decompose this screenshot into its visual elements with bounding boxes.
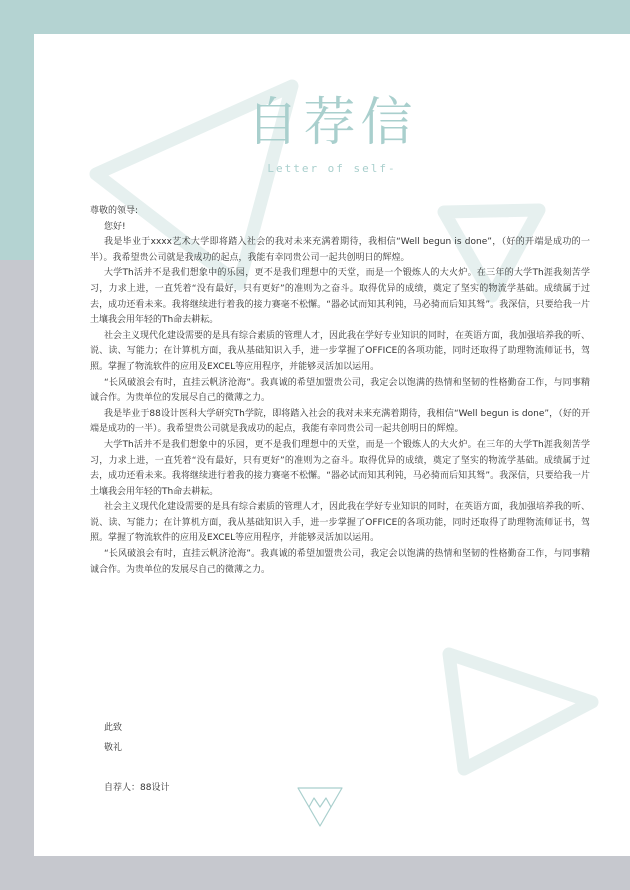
closing-line-2: 敬礼 bbox=[104, 743, 123, 753]
letter-sheet bbox=[34, 34, 630, 856]
greeting: 您好! bbox=[104, 221, 126, 232]
paragraph: 大学Th活并不是我们想象中的乐园，更不是我们理想中的天堂，而是一个锻炼人的大火炉。在三年的大学Th涯我刻苦学习，力求上进，一直凭着“没有最好，只有更好”的准则为之奋斗。取得优异的成绩，奠定了坚实的物流学基础。成绩属于过去，成功还看未来。我将继续进行着我的接力赛毫不松懈。“器必试而知其利钝，马必骑而后知其驽”。我深信，只要给我一片土壤我会用年轻的Th命去耕耘。 bbox=[90, 268, 590, 326]
letter-title: 自荐信 bbox=[246, 93, 418, 153]
signature: 自荐人：88设计 bbox=[104, 783, 170, 793]
paragraph: “长风破浪会有时，直挂云帆济沧海”。我真诚的希望加盟贵公司，我定会以饱满的热情和坚韧的性格勤奋工作，与同事精诚合作。为贵单位的发展尽自己的微薄之力。 bbox=[90, 377, 590, 404]
paragraph: 我是毕业于xxxx艺术大学即将踏入社会的我对未来充满着期待，我相信“Well begun is done”，（好的开端是成功的一半）。我希望贵公司就是我成功的起点，我能有幸同贵公司一起共创明日的辉煌。 bbox=[90, 237, 590, 263]
paragraph: 社会主义现代化建设需要的是具有综合素质的管理人才，因此我在学好专业知识的同时，在英语方面，我加强培养我的听、说、读、写能力；在计算机方面，我从基础知识入手，进一步掌握了OFFICE的各项功能，同时还取得了助理物流师证书，驾照。掌握了物流软件的应用及EXCEL等应用程序，并能够灵活加以运用。 bbox=[90, 330, 591, 372]
paragraph: 我是毕业于88设计医科大学研究Th学院，即将踏入社会的我对未来充满着期待，我相信“Well begun is done”，（好的开端是成功的一半）。我希望贵公司就是我成功的起点，我能有幸同贵公司一起共创明日的辉煌。 bbox=[90, 408, 590, 435]
letter-body bbox=[90, 204, 590, 578]
closing bbox=[104, 718, 122, 758]
salutation: 尊敬的领导: bbox=[90, 206, 139, 216]
paragraph: “长风破浪会有时，直挂云帆济沧海”。我真诚的希望加盟贵公司，我定会以饱满的热情和坚韧的性格勤奋工作，与同事精诚合作。为贵单位的发展尽自己的微薄之力。 bbox=[90, 549, 590, 575]
paragraph: 大学Th活并不是我们想象中的乐园，更不是我们理想中的天堂，而是一个锻炼人的大火炉。在三年的大学Th涯我刻苦学习，力求上进，一直凭着“没有最好，只有更好”的准则为之奋斗。取得优异的成绩，奠定了坚实的物流学基础。成绩属于过去，成功还看未来。我将继续进行着我的接力赛毫不松懈。“器必试而知其利钝，马必骑而后知其驽”。我深信，只要给我一片土壤我会用年轻的Th命去耕耘。 bbox=[90, 439, 590, 497]
letter-subtitle: Letter of self- bbox=[267, 162, 397, 175]
paragraph: 社会主义现代化建设需要的是具有综合素质的管理人才，因此我在学好专业知识的同时，在英语方面，我加强培养我的听、说、读、写能力；在计算机方面，我从基础知识入手，进一步掌握了OFFICE的各项功能，同时还取得了助理物流师证书，驾照。掌握了物流软件的应用及EXCEL等应用程序，并能够灵活加以运用。 bbox=[90, 502, 591, 544]
closing-line-1: 此致 bbox=[104, 723, 123, 733]
triangle-logo-icon bbox=[296, 786, 344, 828]
